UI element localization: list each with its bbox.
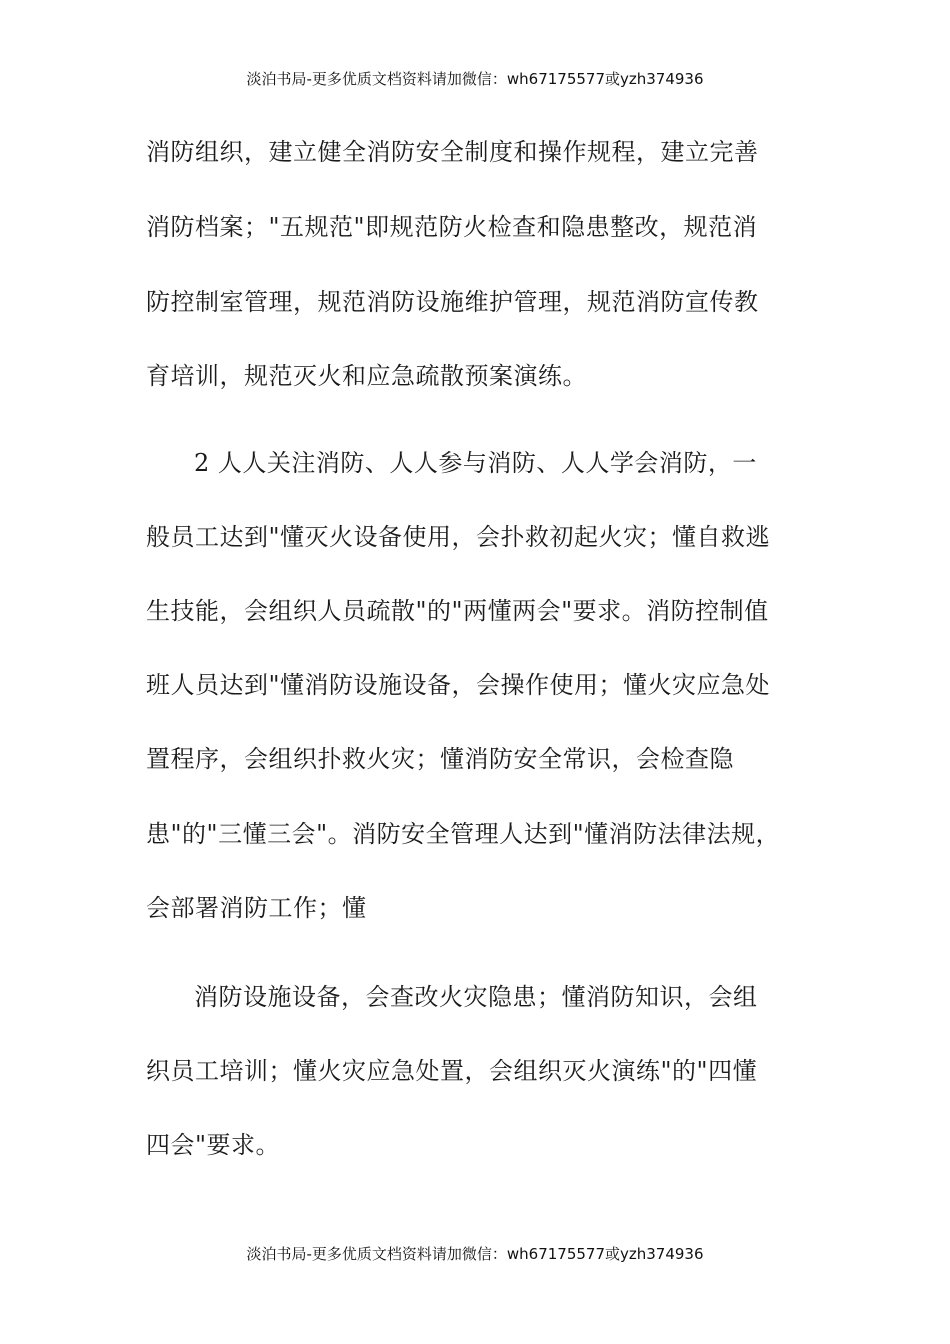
text-line: 织员工培训；懂火灾应急处置，会组织灭火演练"的"四懂 <box>146 1057 758 1085</box>
text-line: 会部署消防工作；懂 <box>146 894 367 922</box>
page-footer: 淡泊书局-更多优质文档资料请加微信：wh67175577或yzh374936 <box>246 1245 704 1263</box>
text-line: 消防组织，建立健全消防安全制度和操作规程，建立完善 <box>146 138 759 166</box>
text-line: 2 人人关注消防、人人参与消防、人人学会消防，一 <box>194 449 757 477</box>
text-line: 置程序，会组织扑救火灾；懂消防安全常识，会检查隐 <box>146 745 734 773</box>
page-header: 淡泊书局-更多优质文档资料请加微信：wh67175577或yzh374936 <box>246 70 704 88</box>
text-line: 消防档案；"五规范"即规范防火检查和隐患整改，规范消 <box>146 213 758 241</box>
text-line: 消防设施设备，会查改火灾隐患；懂消防知识，会组 <box>194 983 758 1011</box>
text-line: 育培训，规范灭火和应急疏散预案演练。 <box>146 362 587 390</box>
text-line: 四会"要求。 <box>146 1131 281 1159</box>
text-line: 防控制室管理，规范消防设施维护管理，规范消防宣传教 <box>146 288 759 316</box>
text-line: 般员工达到"懂灭火设备使用，会扑救初起火灾；懂自救逃 <box>146 523 771 551</box>
text-line: 生技能，会组织人员疏散"的"两懂两会"要求。消防控制值 <box>146 597 769 625</box>
text-line: 患"的"三懂三会"。消防安全管理人达到"懂消防法律法规， <box>146 820 781 848</box>
text-line: 班人员达到"懂消防设施设备，会操作使用；懂火灾应急处 <box>146 671 771 699</box>
